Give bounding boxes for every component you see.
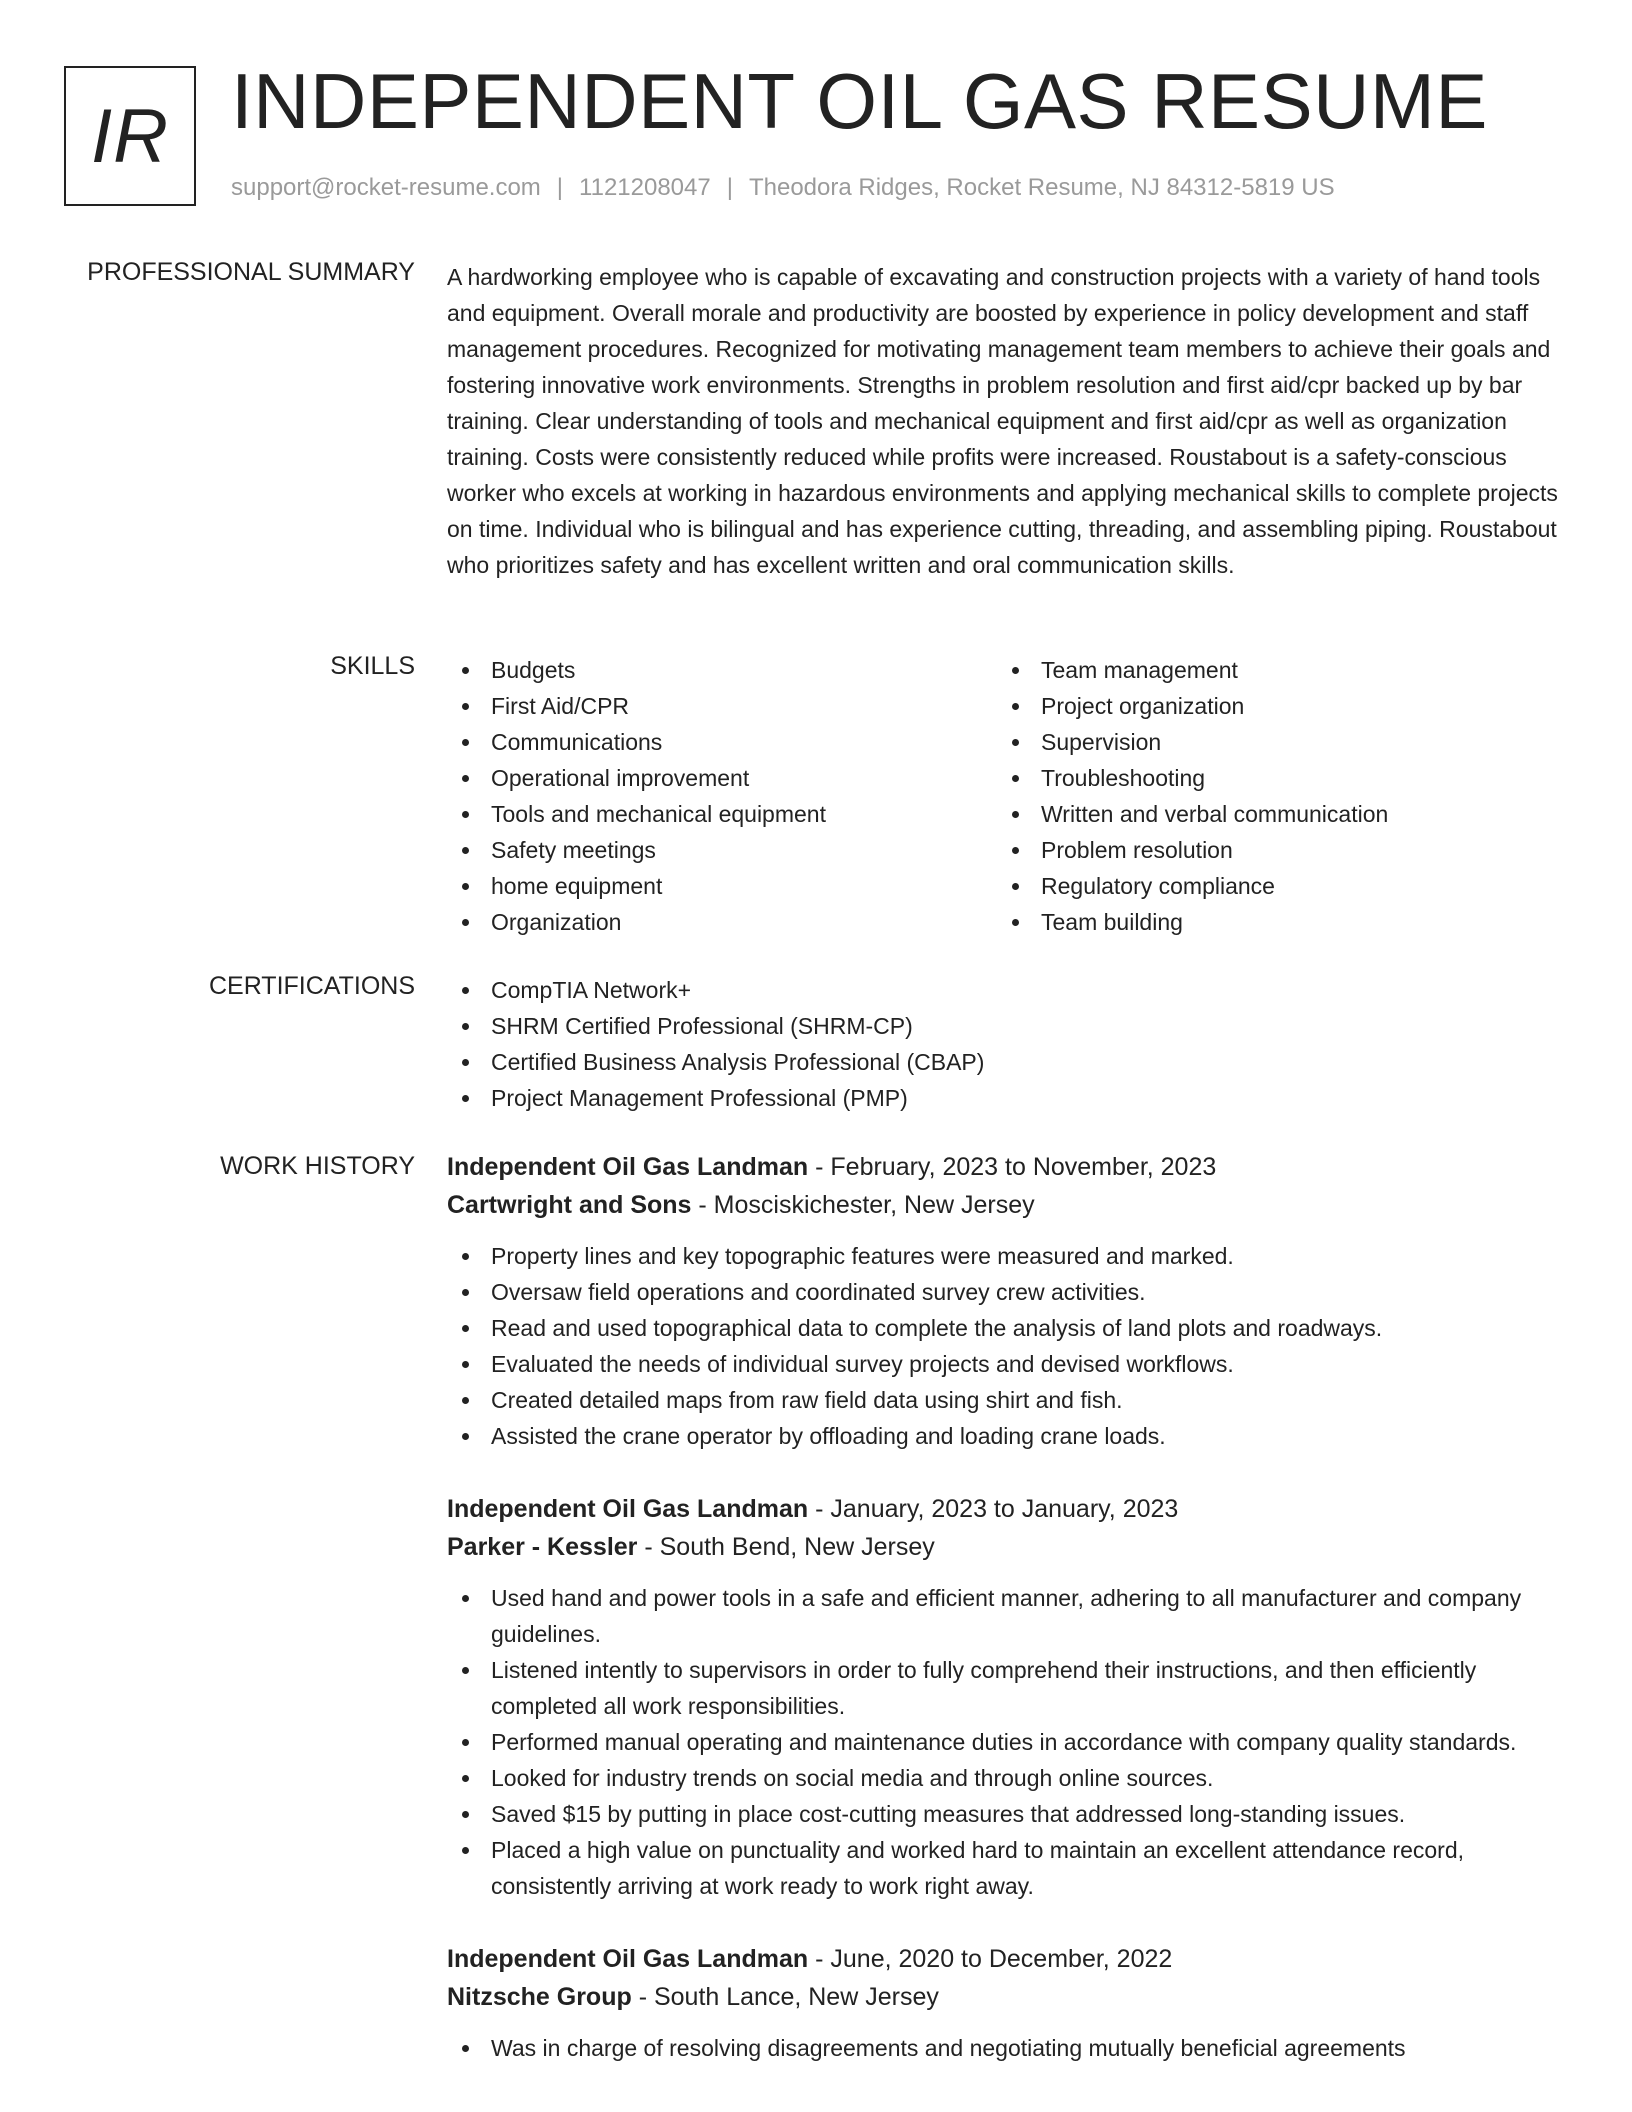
job-bullet: Property lines and key topographic features were measured and marked. bbox=[447, 1238, 1567, 1274]
job-location: - Mosciskichester, New Jersey bbox=[691, 1191, 1035, 1219]
job-bullet: Used hand and power tools in a safe and efficient manner, adhering to all manufacturer and company guidelines. bbox=[447, 1580, 1567, 1652]
job-title-line bbox=[447, 1490, 1567, 1528]
monogram-logo: IR bbox=[64, 66, 196, 206]
certifications-heading: CERTIFICATIONS bbox=[208, 972, 415, 1000]
job-entry bbox=[447, 1940, 1567, 2066]
skill-item: Tools and mechanical equipment bbox=[447, 796, 997, 832]
job-bullet: Saved $15 by putting in place cost-cutting measures that addressed long-standing issues. bbox=[447, 1796, 1567, 1832]
job-company: Parker - Kessler bbox=[447, 1533, 638, 1561]
skill-item: Safety meetings bbox=[447, 832, 997, 868]
job-location: - South Bend, New Jersey bbox=[637, 1533, 935, 1561]
job-bullet: Evaluated the needs of individual survey projects and devised workflows. bbox=[447, 1346, 1567, 1382]
job-company-line bbox=[447, 1528, 1567, 1566]
contact-separator: | bbox=[556, 174, 564, 201]
job-company: Cartwright and Sons bbox=[447, 1191, 692, 1219]
skill-item: Budgets bbox=[447, 652, 997, 688]
certification-item: SHRM Certified Professional (SHRM-CP) bbox=[447, 1008, 1567, 1044]
job-bullet: Oversaw field operations and coordinated survey crew activities. bbox=[447, 1274, 1567, 1310]
certification-item: CompTIA Network+ bbox=[447, 972, 1567, 1008]
skill-item: Problem resolution bbox=[997, 832, 1547, 868]
job-bullets bbox=[447, 1580, 1567, 1904]
job-bullet: Performed manual operating and maintenance duties in accordance with company quality standards. bbox=[447, 1724, 1567, 1760]
work-history-body bbox=[447, 1148, 1567, 2102]
skills-heading: SKILLS bbox=[330, 652, 415, 680]
contact-phone[interactable]: 1121208047 bbox=[579, 174, 711, 201]
skills-body bbox=[447, 652, 1567, 940]
skill-item: Supervision bbox=[997, 724, 1547, 760]
skill-item: Project organization bbox=[997, 688, 1547, 724]
job-entry bbox=[447, 1148, 1567, 1454]
job-entry bbox=[447, 1490, 1567, 1904]
skill-item: Troubleshooting bbox=[997, 760, 1547, 796]
skill-item: Communications bbox=[447, 724, 997, 760]
summary-heading: PROFESSIONAL SUMMARY bbox=[87, 258, 415, 286]
skills-list-right bbox=[997, 652, 1547, 940]
certifications-list bbox=[447, 972, 1567, 1116]
job-bullet: Listened intently to supervisors in order to fully comprehend their instructions, and then efficiently completed all work responsibilities. bbox=[447, 1652, 1567, 1724]
job-title-line bbox=[447, 1940, 1567, 1978]
contact-address: Theodora Ridges, Rocket Resume, NJ 84312-5819 US bbox=[748, 174, 1335, 201]
job-company-line bbox=[447, 1186, 1567, 1224]
certification-item: Certified Business Analysis Professional (CBAP) bbox=[447, 1044, 1567, 1080]
job-title: Independent Oil Gas Landman bbox=[447, 1495, 809, 1523]
summary-text: A hardworking employee who is capable of excavating and construction projects with a variety of hand tools and equipment. Overall morale and productivity are boosted by experience in policy development and staff management procedures. Recognized for motivating management team members to achieve their goals and fostering innovative work environments. Strengths in problem resolution and first aid/cpr backed up by bar training. Clear understanding of tools and mechanical equipment and first aid/cpr as well as organization training. Costs were consistently reduced while profits were increased. Roustabout is a safety-conscious worker who excels at working in hazardous environments and applying mechanical skills to complete projects on time. Individual who is bilingual and has experience cutting, threading, and assembling piping. Roustabout who prioritizes safety and has excellent written and oral communication skills. bbox=[447, 264, 1558, 578]
certifications-body bbox=[447, 972, 1567, 1116]
job-bullet: Looked for industry trends on social media and through online sources. bbox=[447, 1760, 1567, 1796]
skill-item: Team building bbox=[997, 904, 1547, 940]
job-bullet: Assisted the crane operator by offloading and loading crane loads. bbox=[447, 1418, 1567, 1454]
skills-list-left bbox=[447, 652, 997, 940]
skill-item: Regulatory compliance bbox=[997, 868, 1547, 904]
job-company-line bbox=[447, 1978, 1567, 2016]
job-company: Nitzsche Group bbox=[447, 1983, 632, 2011]
skill-item: Operational improvement bbox=[447, 760, 997, 796]
contact-line bbox=[231, 174, 1335, 202]
resume-title: INDEPENDENT OIL GAS RESUME bbox=[231, 57, 1488, 145]
job-location: - South Lance, New Jersey bbox=[631, 1983, 939, 2011]
job-title: Independent Oil Gas Landman bbox=[447, 1153, 809, 1181]
contact-email[interactable]: support@rocket-resume.com bbox=[231, 174, 541, 201]
skill-item: Organization bbox=[447, 904, 997, 940]
certification-item: Project Management Professional (PMP) bbox=[447, 1080, 1567, 1116]
job-bullets bbox=[447, 1238, 1567, 1454]
job-dates: - June, 2020 to December, 2022 bbox=[808, 1945, 1173, 1973]
skill-item: home equipment bbox=[447, 868, 997, 904]
summary-body bbox=[447, 259, 1567, 583]
job-dates: - February, 2023 to November, 2023 bbox=[808, 1153, 1217, 1181]
skill-item: First Aid/CPR bbox=[447, 688, 997, 724]
job-bullet: Read and used topographical data to complete the analysis of land plots and roadways. bbox=[447, 1310, 1567, 1346]
work-history-heading: WORK HISTORY bbox=[220, 1152, 415, 1180]
job-dates: - January, 2023 to January, 2023 bbox=[808, 1495, 1179, 1523]
job-bullets bbox=[447, 2030, 1567, 2066]
job-title: Independent Oil Gas Landman bbox=[447, 1945, 809, 1973]
contact-separator: | bbox=[726, 174, 733, 201]
job-title-line bbox=[447, 1148, 1567, 1186]
skill-item: Written and verbal communication bbox=[997, 796, 1547, 832]
skills-grid bbox=[447, 652, 1567, 940]
skill-item: Team management bbox=[997, 652, 1547, 688]
job-bullet: Created detailed maps from raw field data using shirt and fish. bbox=[447, 1382, 1567, 1418]
job-bullet: Placed a high value on punctuality and worked hard to maintain an excellent attendance record, consistently arriving at work ready to work right away. bbox=[447, 1832, 1567, 1904]
job-bullet: Was in charge of resolving disagreements and negotiating mutually beneficial agreements bbox=[447, 2030, 1567, 2066]
